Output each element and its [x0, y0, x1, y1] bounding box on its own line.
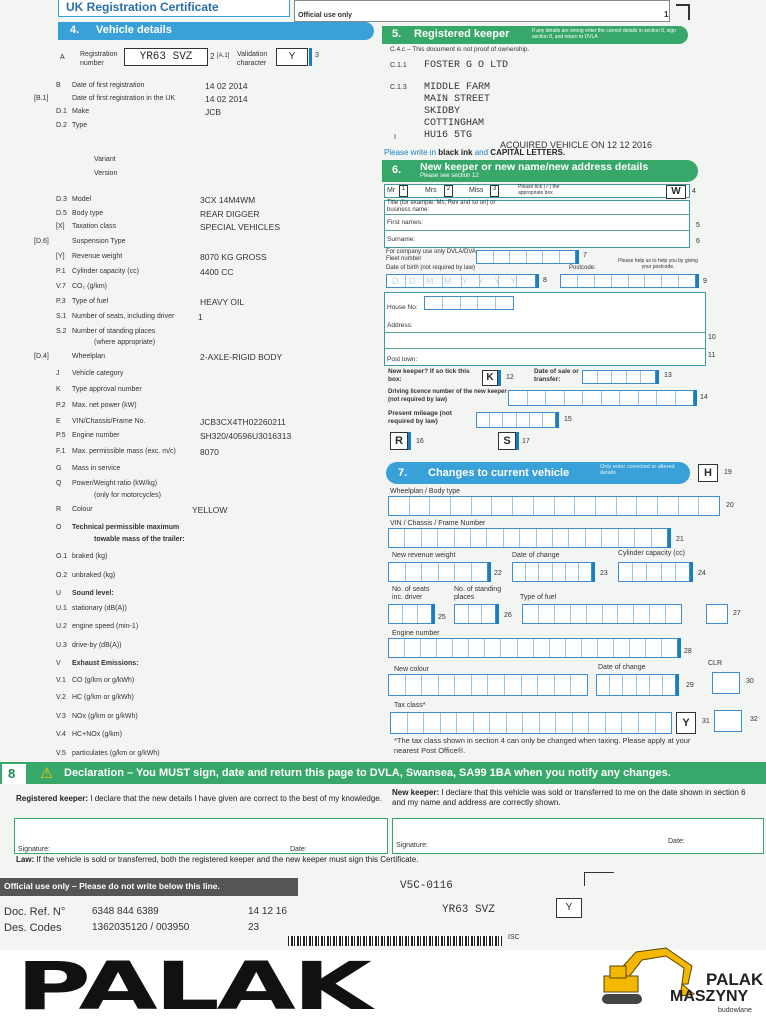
form-corner: [584, 872, 614, 886]
mileage-bar: [556, 412, 559, 428]
field-label: towable mass of the trailer:: [94, 536, 185, 543]
w-box: W: [666, 185, 686, 199]
mr-label: Mr: [387, 187, 396, 194]
field-code: R: [56, 506, 62, 513]
first-names-label: First names:: [387, 219, 423, 226]
doc-label: Date of change: [512, 552, 560, 559]
field-value: HEAVY OIL: [200, 297, 245, 307]
field-label: HC+NOx (g/km): [72, 731, 122, 738]
val-bar: [309, 48, 312, 66]
doc-bar: [592, 562, 595, 582]
fuel-code-cell[interactable]: [706, 604, 728, 624]
nk-date-label: Date:: [668, 838, 685, 845]
section6-sub: Please see section 12: [420, 173, 479, 179]
write-pre: Please write in: [384, 148, 439, 157]
dob-bar: [536, 274, 539, 288]
field-label: Vehicle category: [72, 370, 124, 377]
revenue-cells[interactable]: [388, 562, 488, 582]
sale-num: 13: [664, 372, 672, 379]
i-code: I: [394, 134, 396, 141]
des-codes-label: Des. Codes: [4, 922, 62, 934]
field-code: B: [56, 82, 61, 89]
law-text: [16, 855, 418, 864]
surname-label: Surname:: [387, 236, 416, 243]
logo-line2: MASZYNY: [670, 988, 749, 1005]
cyl-label: Cylinder capacity (cc): [618, 550, 685, 557]
licence-bar: [694, 390, 697, 406]
engine-num: 28: [684, 648, 692, 655]
field-label: VIN/Chassis/Frame No.: [72, 418, 146, 425]
field-label: Make: [72, 108, 90, 115]
fleet-number-cells[interactable]: [476, 250, 576, 264]
barcode: [288, 936, 502, 946]
tax-label: Tax class*: [394, 702, 426, 709]
vin-bar: [668, 528, 671, 548]
nk-label: New keeper:: [392, 788, 440, 797]
val-label: Validation character: [237, 51, 268, 67]
field-code: O: [56, 524, 62, 531]
field-label: CO (g/km or g/kWh): [72, 677, 135, 684]
section5-note: If any details are wrong enter the correct details in section 6, sign section 8, and return to DVLA: [532, 28, 676, 40]
reg-code: A: [60, 54, 65, 61]
field-code: V: [56, 660, 61, 667]
field-code: K: [56, 386, 61, 393]
field-label: Max. net power (kW): [72, 402, 137, 409]
field-code: U.3: [56, 642, 67, 649]
company-label: For company use only DVLA/DVA Fleet number: [386, 249, 476, 262]
colour-cells[interactable]: [388, 674, 588, 696]
logo-line1: PALAK: [706, 970, 764, 989]
section7-title: Changes to current vehicle: [428, 467, 570, 479]
rk-date-label: Date:: [290, 846, 307, 853]
section8-title: Declaration – You MUST sign, date and return this page to DVLA, Swansea, SA99 1BA when you notify any changes.: [64, 767, 671, 779]
field-label: engine speed (min-1): [72, 623, 139, 630]
field-code: Q: [56, 480, 62, 487]
field-label: Taxation class: [72, 223, 116, 230]
field-label: drive-by (dB(A)): [72, 642, 122, 649]
r-box[interactable]: R: [390, 432, 408, 450]
field-code: E: [56, 418, 61, 425]
clr-cell[interactable]: [712, 672, 740, 694]
wheelplan-cells[interactable]: [388, 496, 720, 516]
colour-bar: [676, 674, 679, 696]
engine-cells[interactable]: [388, 638, 678, 658]
section6-num: 6.: [392, 164, 402, 176]
mr-checkbox[interactable]: 1: [399, 185, 408, 197]
reg-ref: 2: [210, 52, 215, 61]
field-label: Number of standing places: [72, 328, 156, 335]
field-label: stationary (dB(A)): [72, 605, 127, 612]
doc-ref-label: Doc. Ref. N°: [4, 906, 66, 918]
field-code: V.5: [56, 750, 66, 757]
fuel-cells[interactable]: [522, 604, 682, 624]
surname-num: 6: [696, 238, 700, 245]
tick-note: Please tick (✓) the appropriate box: [518, 184, 560, 196]
field-code: F.1: [56, 448, 66, 455]
field-label: Max. permissible mass (exc. m/c): [72, 448, 176, 455]
field-code: V.7: [56, 283, 66, 290]
c11-code: C.1.1: [390, 62, 407, 69]
field-label: Wheelplan: [72, 353, 106, 360]
section5-title: Registered keeper: [414, 28, 510, 40]
keeper-address-2: MAIN STREET: [424, 94, 491, 105]
k-box[interactable]: K: [482, 370, 498, 386]
field-value: SH320/40596U3016313: [200, 431, 292, 441]
vin-num: 21: [676, 536, 684, 543]
fuel-num: 27: [733, 610, 741, 617]
address-line2: [384, 348, 706, 349]
k-num: 12: [506, 374, 514, 381]
field-code: V.1: [56, 677, 66, 684]
revenue-bar: [488, 562, 491, 582]
field-label: Power/Weight ratio (kW/kg): [72, 480, 158, 487]
field-label: Engine number: [72, 432, 120, 439]
wheelplan-label: Wheelplan / Body type: [390, 488, 461, 495]
field-label: HC (g/km or g/kWh): [72, 694, 134, 701]
s-box[interactable]: S: [498, 432, 516, 450]
cyl-cells[interactable]: [618, 562, 690, 582]
field-value: 14 02 2014: [205, 81, 248, 91]
field-value: REAR DIGGER: [200, 209, 260, 219]
h-box[interactable]: H: [698, 464, 718, 482]
field-label: (where appropriate): [94, 339, 156, 346]
field-label: Type of fuel: [72, 298, 109, 305]
field-label: Revenue weight: [72, 253, 123, 260]
field-code: D.5: [56, 210, 67, 217]
mileage-cells[interactable]: [476, 412, 556, 428]
footer-reg: YR63 SVZ: [442, 904, 495, 916]
field-value: JCB3CX4TH02260211: [200, 417, 286, 427]
dob-num: 8: [543, 277, 547, 284]
w-num: 4: [692, 188, 696, 195]
field-code: S.2: [56, 328, 67, 335]
write-capitals: CAPITAL LETTERS.: [490, 148, 566, 157]
field-label: NOx (g/km or g/kWh): [72, 713, 138, 720]
field-value: 2-AXLE-RIGID BODY: [200, 352, 283, 362]
field-label: Technical permissible maximum: [72, 524, 180, 531]
vin-cells[interactable]: [388, 528, 668, 548]
law-label: Law:: [16, 855, 35, 864]
revenue-num: 22: [494, 570, 502, 577]
field-code: U: [56, 590, 62, 597]
c13-code: C.1.3: [390, 84, 407, 91]
reg-value: YR63 SVZ: [124, 48, 208, 66]
miss-label: Miss: [469, 187, 484, 194]
field-code: V.2: [56, 694, 66, 701]
town-num: 11: [708, 352, 716, 359]
field-label: Date of first registration: [72, 82, 145, 89]
official-footer-label: Official use only – Please do not write below this line.: [4, 881, 220, 891]
field-code: J: [56, 370, 60, 377]
standing-cells[interactable]: [454, 604, 496, 624]
engine-label: Engine number: [392, 630, 440, 637]
field-value: 8070: [200, 447, 219, 457]
write-and: and: [472, 148, 491, 157]
nk-signature-label: Signature:: [396, 842, 428, 849]
colour-label: New colour: [394, 666, 430, 673]
nk-text: I declare that this vehicle was sold or transferred to me on the date shown in section 6 and my name and address are correctly shown.: [392, 788, 746, 807]
mileage-label: Present mileage (not required by law): [388, 410, 452, 425]
keeper-name: FOSTER G O LTD: [424, 60, 509, 71]
field-code: [B.1]: [34, 95, 49, 102]
field-label: braked (kg): [72, 553, 108, 560]
colour-date-label: Date of change: [598, 664, 646, 671]
isc-label: ISC: [508, 934, 520, 941]
tax-y-num: 31: [702, 718, 710, 725]
doc-num: 23: [600, 570, 608, 577]
section6-title: New keeper or new name/new address details: [420, 161, 649, 173]
warning-icon: ⚠: [40, 765, 54, 782]
des-codes-value: 1362035120 / 003950: [92, 922, 190, 933]
mrs-label: Mrs: [425, 187, 437, 194]
field-label: Mass in service: [72, 465, 121, 472]
field-code: O.1: [56, 553, 68, 560]
tax-num: 32: [750, 716, 758, 723]
seats-label: No. of seats inc. driver: [392, 586, 430, 601]
seats-bar: [432, 604, 435, 624]
licence-num: 14: [700, 394, 708, 401]
revenue-label: New revenue weight: [392, 552, 456, 559]
rk-declaration: [16, 794, 392, 804]
postcode-label: Postcode:: [569, 265, 596, 271]
field-code: P.3: [56, 298, 66, 305]
val-ref: 3: [315, 52, 319, 59]
corner-mark: [676, 4, 690, 20]
field-code: D.2: [56, 122, 67, 129]
r-num: 16: [416, 438, 424, 445]
new-keeper-label: New keeper? If so tick this box:: [388, 368, 470, 383]
form-code: V5C-0116: [400, 880, 453, 892]
sale-label: Date of sale or transfer:: [534, 368, 579, 383]
law-body: If the vehicle is sold or transferred, both the registered keeper and the new keeper must sign this Certificate.: [34, 855, 419, 864]
field-value: 4400 CC: [200, 267, 234, 277]
tax-y-box: Y: [676, 712, 696, 734]
brand-wordmark: PALAK: [16, 948, 369, 1024]
section7-note: Only enter corrected or altered details: [600, 464, 675, 476]
field-label: Exhaust Emissions:: [72, 660, 139, 667]
field-label: unbraked (kg): [72, 572, 116, 579]
keeper-address-1: MIDDLE FARM: [424, 82, 491, 93]
tax-note: *The tax class shown in section 4 can only be changed when taxing. Please apply at your nearest Post Office®.: [394, 736, 691, 755]
postcode-cells[interactable]: [560, 274, 696, 288]
field-code: [D.4]: [34, 353, 49, 360]
field-code: P.1: [56, 268, 66, 275]
field-label: CO₂ (g/km): [72, 283, 107, 290]
miss-checkbox[interactable]: 3: [490, 185, 499, 197]
doc-title: UK Registration Certificate: [66, 0, 219, 14]
wheelplan-num: 20: [726, 502, 734, 509]
field-code: U.1: [56, 605, 67, 612]
seats-num: 25: [438, 614, 446, 621]
postcode-help: Please help us to help you by giving your postcode.: [618, 258, 698, 270]
logo-line3: budowlane: [718, 1007, 752, 1014]
field-value: JCB: [205, 107, 222, 117]
field-label: Suspension Type: [72, 238, 126, 245]
rk-label: Registered keeper:: [16, 794, 89, 803]
sale-cells[interactable]: [582, 370, 656, 384]
fuel-label: Type of fuel: [520, 594, 557, 601]
field-code: S.1: [56, 313, 67, 320]
field-label: (only for motorcycles): [94, 492, 161, 499]
page-number: 1: [664, 10, 669, 19]
field-code: U.2: [56, 623, 67, 630]
field-value: 14 02 2014: [205, 94, 248, 104]
dob-label: Date of birth (not required by law): [386, 265, 476, 271]
licence-cells[interactable]: [508, 390, 694, 406]
colour-num: 29: [686, 682, 694, 689]
s-num: 17: [522, 438, 530, 445]
field-label: Date of first registration in the UK: [72, 95, 176, 102]
cyl-bar: [690, 562, 693, 582]
town-label: Post town:: [387, 356, 418, 363]
house-cells[interactable]: [424, 296, 514, 310]
field-code: P.5: [56, 432, 66, 439]
licence-label: Driving licence number of the new keeper (not required by law): [388, 389, 507, 403]
mileage-num: 15: [564, 416, 572, 423]
title-line: [384, 214, 690, 215]
field-value: 8070 KG GROSS: [200, 252, 267, 262]
field-code: V.4: [56, 731, 66, 738]
field-value: 1: [198, 312, 203, 322]
house-label: House No:: [387, 304, 418, 311]
h-num: 19: [724, 469, 732, 476]
tax-cells[interactable]: [390, 712, 672, 734]
write-black-ink: black ink: [438, 148, 473, 157]
s-bar: [516, 432, 519, 450]
first-names-num: 5: [696, 222, 700, 229]
engine-bar: [678, 638, 681, 658]
des-codes-num: 23: [248, 922, 260, 933]
company-num: 7: [583, 252, 587, 259]
seats-cells[interactable]: [388, 604, 432, 624]
first-line: [384, 230, 690, 231]
field-label: particulates (g/km or g/kWh): [72, 750, 160, 757]
official-label: Official use only: [298, 12, 353, 19]
footer-check: Y: [556, 898, 582, 918]
section4-num: 4.: [70, 24, 80, 36]
standing-bar: [496, 604, 499, 624]
keeper-address-3: SKIDBY: [424, 106, 461, 117]
field-code: D.3: [56, 196, 67, 203]
field-label: Number of seats, including driver: [72, 313, 175, 320]
cyl-num: 24: [698, 570, 706, 577]
field-label: Cylinder capacity (cc): [72, 268, 139, 275]
k-bar: [498, 370, 501, 386]
field-label: Type approval number: [72, 386, 142, 393]
field-label: Variant: [94, 156, 116, 163]
field-code: O.2: [56, 572, 68, 579]
field-label: Version: [94, 170, 118, 177]
postcode-num: 9: [703, 278, 707, 285]
field-code: [Y]: [56, 253, 65, 260]
val-value: Y: [276, 48, 308, 66]
doc-cells[interactable]: [512, 562, 592, 582]
acquired-date: ACQUIRED VEHICLE ON 12 12 2016: [500, 140, 653, 150]
field-label: Sound level:: [72, 590, 114, 597]
section4-title: Vehicle details: [96, 24, 172, 36]
field-code: V.3: [56, 713, 66, 720]
field-value: SPECIAL VEHICLES: [200, 222, 280, 232]
field-code: P.2: [56, 402, 66, 409]
section8-num: 8: [8, 766, 16, 781]
clr-num: 30: [746, 678, 754, 685]
address-label: Address:: [387, 322, 413, 329]
field-value: YELLOW: [192, 505, 228, 515]
write-instruction: [384, 148, 565, 157]
sale-bar: [656, 370, 659, 384]
address-num: 10: [708, 334, 716, 341]
field-label: Body type: [72, 210, 104, 217]
vin-label: VIN / Chassis / Frame Number: [390, 520, 486, 527]
reg-ref2: [A.1]: [217, 53, 230, 59]
field-label: Model: [72, 196, 92, 203]
rk-signature-box[interactable]: [14, 818, 388, 854]
postcode-bar: [696, 274, 699, 288]
clr-label: CLR: [708, 660, 723, 667]
field-value: 3CX 14M4WM: [200, 195, 256, 205]
keeper-address-4: COTTINGHAM: [424, 118, 485, 129]
fleet-bar: [576, 250, 579, 264]
section5-disclaimer: C.4.c – This document is not proof of ownership.: [390, 46, 530, 53]
address-line: [384, 332, 706, 333]
doc-ref-value: 6348 844 6389: [92, 906, 159, 917]
nk-signature-box[interactable]: [392, 818, 764, 854]
r-bar: [408, 432, 411, 450]
colour-date-cells[interactable]: [596, 674, 676, 696]
field-code: G: [56, 465, 62, 472]
section7-num: 7.: [398, 467, 408, 479]
title-label: Title (for example, Ms, Rev and so on) or business name:: [387, 200, 496, 213]
field-label: Type: [72, 122, 88, 129]
doc-ref-date: 14 12 16: [248, 906, 287, 917]
field-code: [D.6]: [34, 238, 49, 245]
rk-signature-label: Signature:: [18, 846, 50, 853]
mrs-checkbox[interactable]: 2: [444, 185, 453, 197]
field-code: D.1: [56, 108, 67, 115]
field-code: [X]: [56, 223, 65, 230]
nk-declaration: [392, 788, 752, 808]
standing-label: No. of standing places: [454, 586, 502, 601]
field-label: Colour: [72, 506, 93, 513]
standing-num: 26: [504, 612, 512, 619]
keeper-address-5: HU16 5TG: [424, 130, 473, 141]
reg-label: Registration number: [80, 51, 118, 67]
section5-num: 5.: [392, 28, 402, 40]
tax-extra-cell[interactable]: [714, 710, 742, 732]
dob-mask: D D M M Y Y Y Y: [392, 276, 521, 286]
rk-text: I declare that the new details I have given are correct to the best of my knowledge.: [88, 794, 382, 803]
